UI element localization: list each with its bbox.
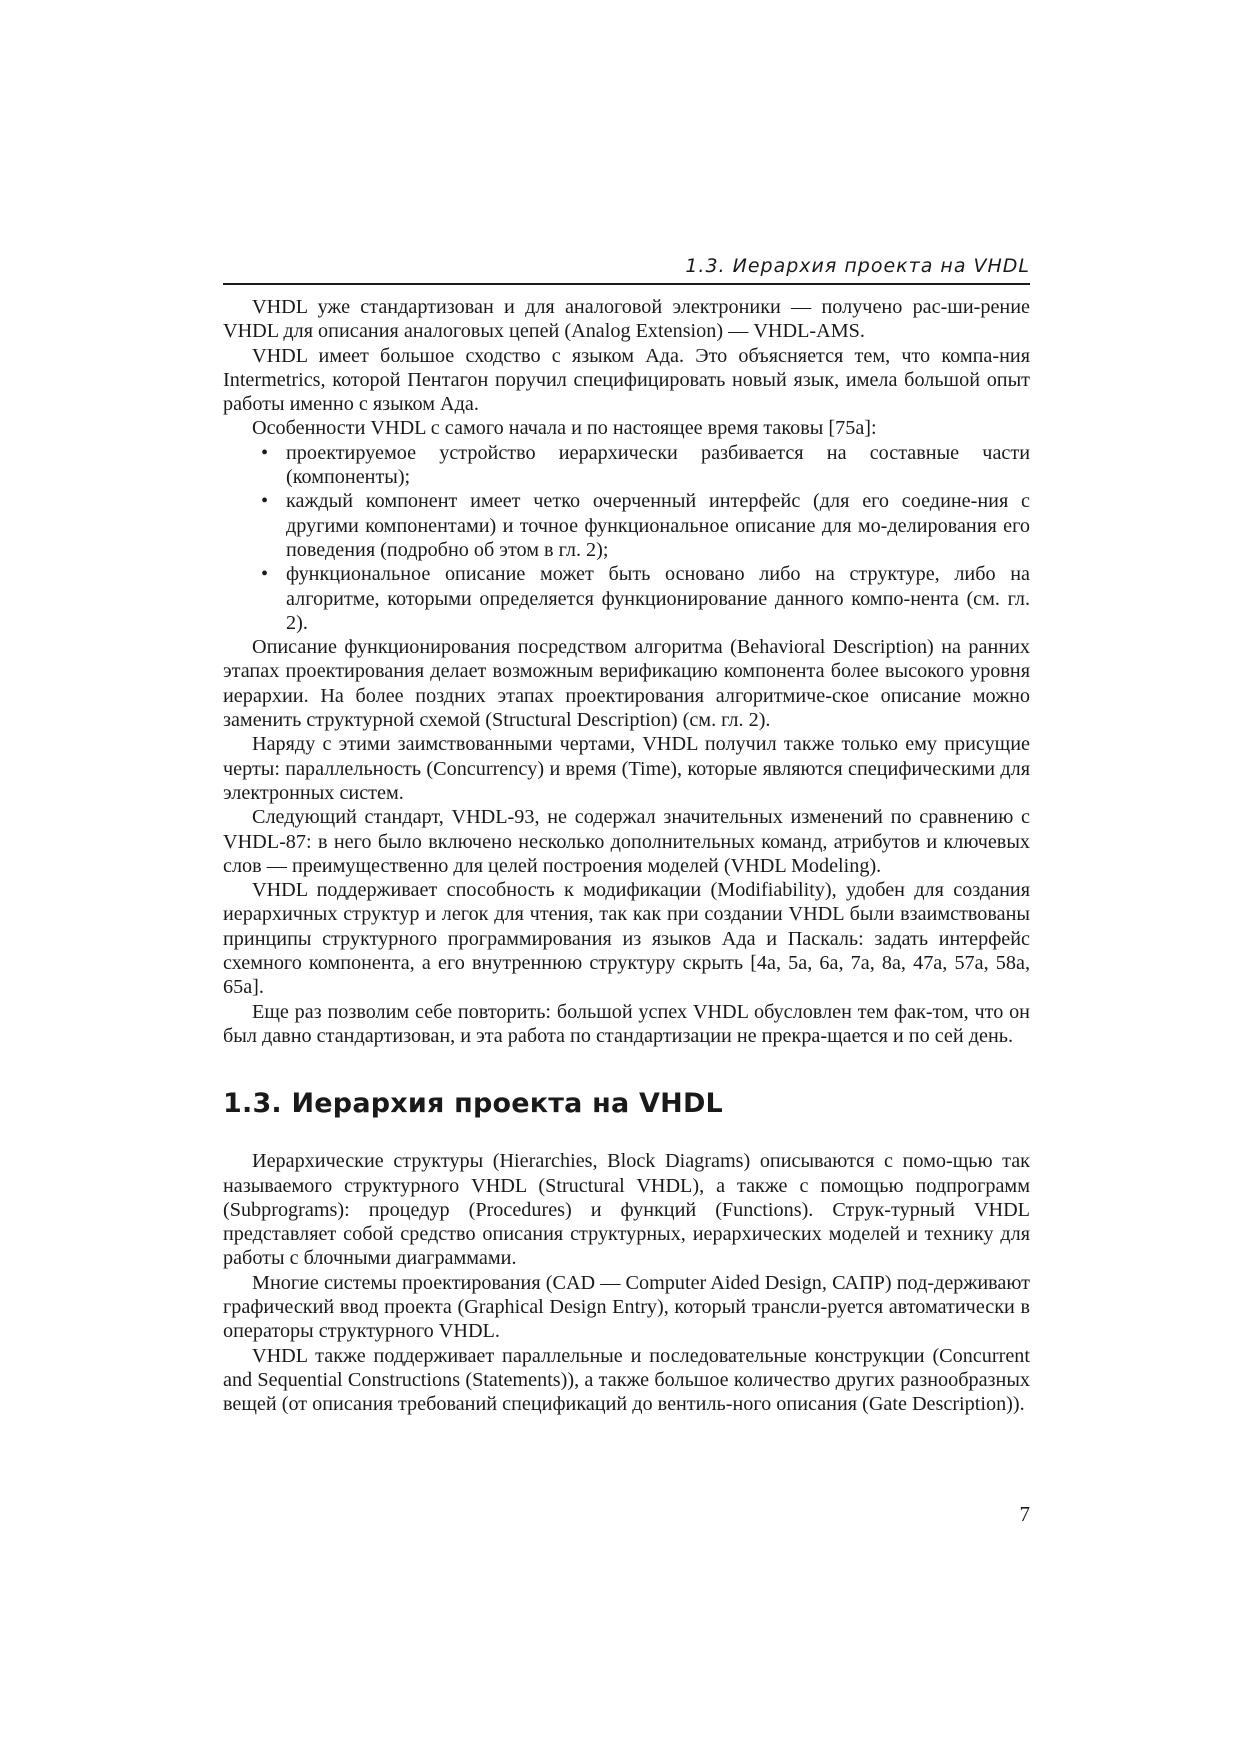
list-item xyxy=(223,489,1030,562)
paragraph: VHDL уже стандартизован и для аналоговой электроники — получено рас-ши-рение VHDL для описания аналоговых цепей (Analog Extension) — VHDL-AMS. xyxy=(223,296,1030,343)
paragraph: Еще раз позволим себе повторить: большой успех VHDL обусловлен тем фак-том, что он был давно стандартизован, и эта работа по стандартизации не прекра-щается и по сей день. xyxy=(223,1000,1030,1047)
running-head: 1.3. Иерархия проекта на VHDL xyxy=(223,255,1030,285)
feature-list xyxy=(223,441,1030,635)
bullet-icon: • xyxy=(261,441,269,464)
paragraph: VHDL поддерживает способность к модификации (Modifiability), удобен для создания иерархичных структур и легок для чтения, так как при создании VHDL были взаимствованы принципы структурного программирования из языков Ада и Паскаль: задать интерфейс схемного компонента, а его внутреннюю структуру скрыть [4а, 5а, 6а, 7а, 8а, 47а, 57а, 58а, 65а]. xyxy=(223,879,1030,999)
paragraph: VHDL также поддерживает параллельные и последовательные конструкции (Concurrent and Sequential Constructions (Statements)), а также большое количество других разнообразных вещей (от описания требований спецификаций до вентиль-ного описания (Gate Description)). xyxy=(223,1344,1030,1416)
paragraph: Следующий стандарт, VHDL-93, не содержал значительных изменений по сравнению с VHDL-87: в него было включено несколько дополнительных команд, атрибутов и ключевых слов — преимущественно для целей построения моделей (VHDL Modeling). xyxy=(223,806,1030,877)
list-item-text: проектируемое устройство иерархически разбивается на составные части (компоненты); xyxy=(286,441,1030,489)
paragraph: Описание функционирования посредством алгоритма (Behavioral Description) на ранних этапах проектирования делает возможным верификацию компонента более высокого уровня иерархии. На более поздних этапах проектирования алгоритмиче-ское описание можно заменить структурной схемой (Structural Description) (см. гл. 2). xyxy=(223,636,1030,732)
bullet-icon: • xyxy=(261,563,269,586)
paragraph: Наряду с этими заимствованными чертами, VHDL получил также только ему присущие черты: параллельность (Concurrency) и время (Time), которые являются специфическими для электронных систем. xyxy=(223,733,1030,804)
bullet-icon: • xyxy=(261,490,269,513)
page-number: 7 xyxy=(1019,1502,1030,1526)
list-item-text: каждый компонент имеет четко очерченный интерфейс (для его соедине-ния с другими компонентами) и точное функциональное описание для мо-делирования его поведения (подробно об этом в гл. 2); xyxy=(286,490,1030,561)
list-item xyxy=(223,562,1030,635)
page-body xyxy=(223,255,1030,1416)
list-item-text: функциональное описание может быть основано либо на структуре, либо на алгоритме, которыми определяется функционирование данного компо-нента (см. гл. 2). xyxy=(286,563,1030,634)
section-heading: 1.3. Иерархия проекта на VHDL xyxy=(223,1088,723,1120)
list-item xyxy=(223,441,1030,490)
paragraph: Многие системы проектирования (CAD — Computer Aided Design, САПР) под-держивают графический ввод проекта (Graphical Design Entry), который трансли-руется автоматически в операторы структурного VHDL. xyxy=(223,1271,1030,1343)
paragraph: VHDL имеет большое сходство с языком Ада. Это объясняется тем, что компа-ния Intermetrics, которой Пентагон поручил специфицировать новый язык, имела большой опыт работы именно с языком Ада. xyxy=(223,344,1030,416)
paragraph: Особенности VHDL с самого начала и по настоящее время таковы [75а]: xyxy=(252,417,877,440)
paragraph: Иерархические структуры (Hierarchies, Block Diagrams) описываются с помо-щью так называемого структурного VHDL (Structural VHDL), а также с помощью подпрограмм (Subprograms): процедур (Procedures) и функций (Functions). Струк-турный VHDL представляет собой средство описания структурных, иерархических моделей и технику для работы с блочными диаграммами. xyxy=(223,1150,1030,1270)
